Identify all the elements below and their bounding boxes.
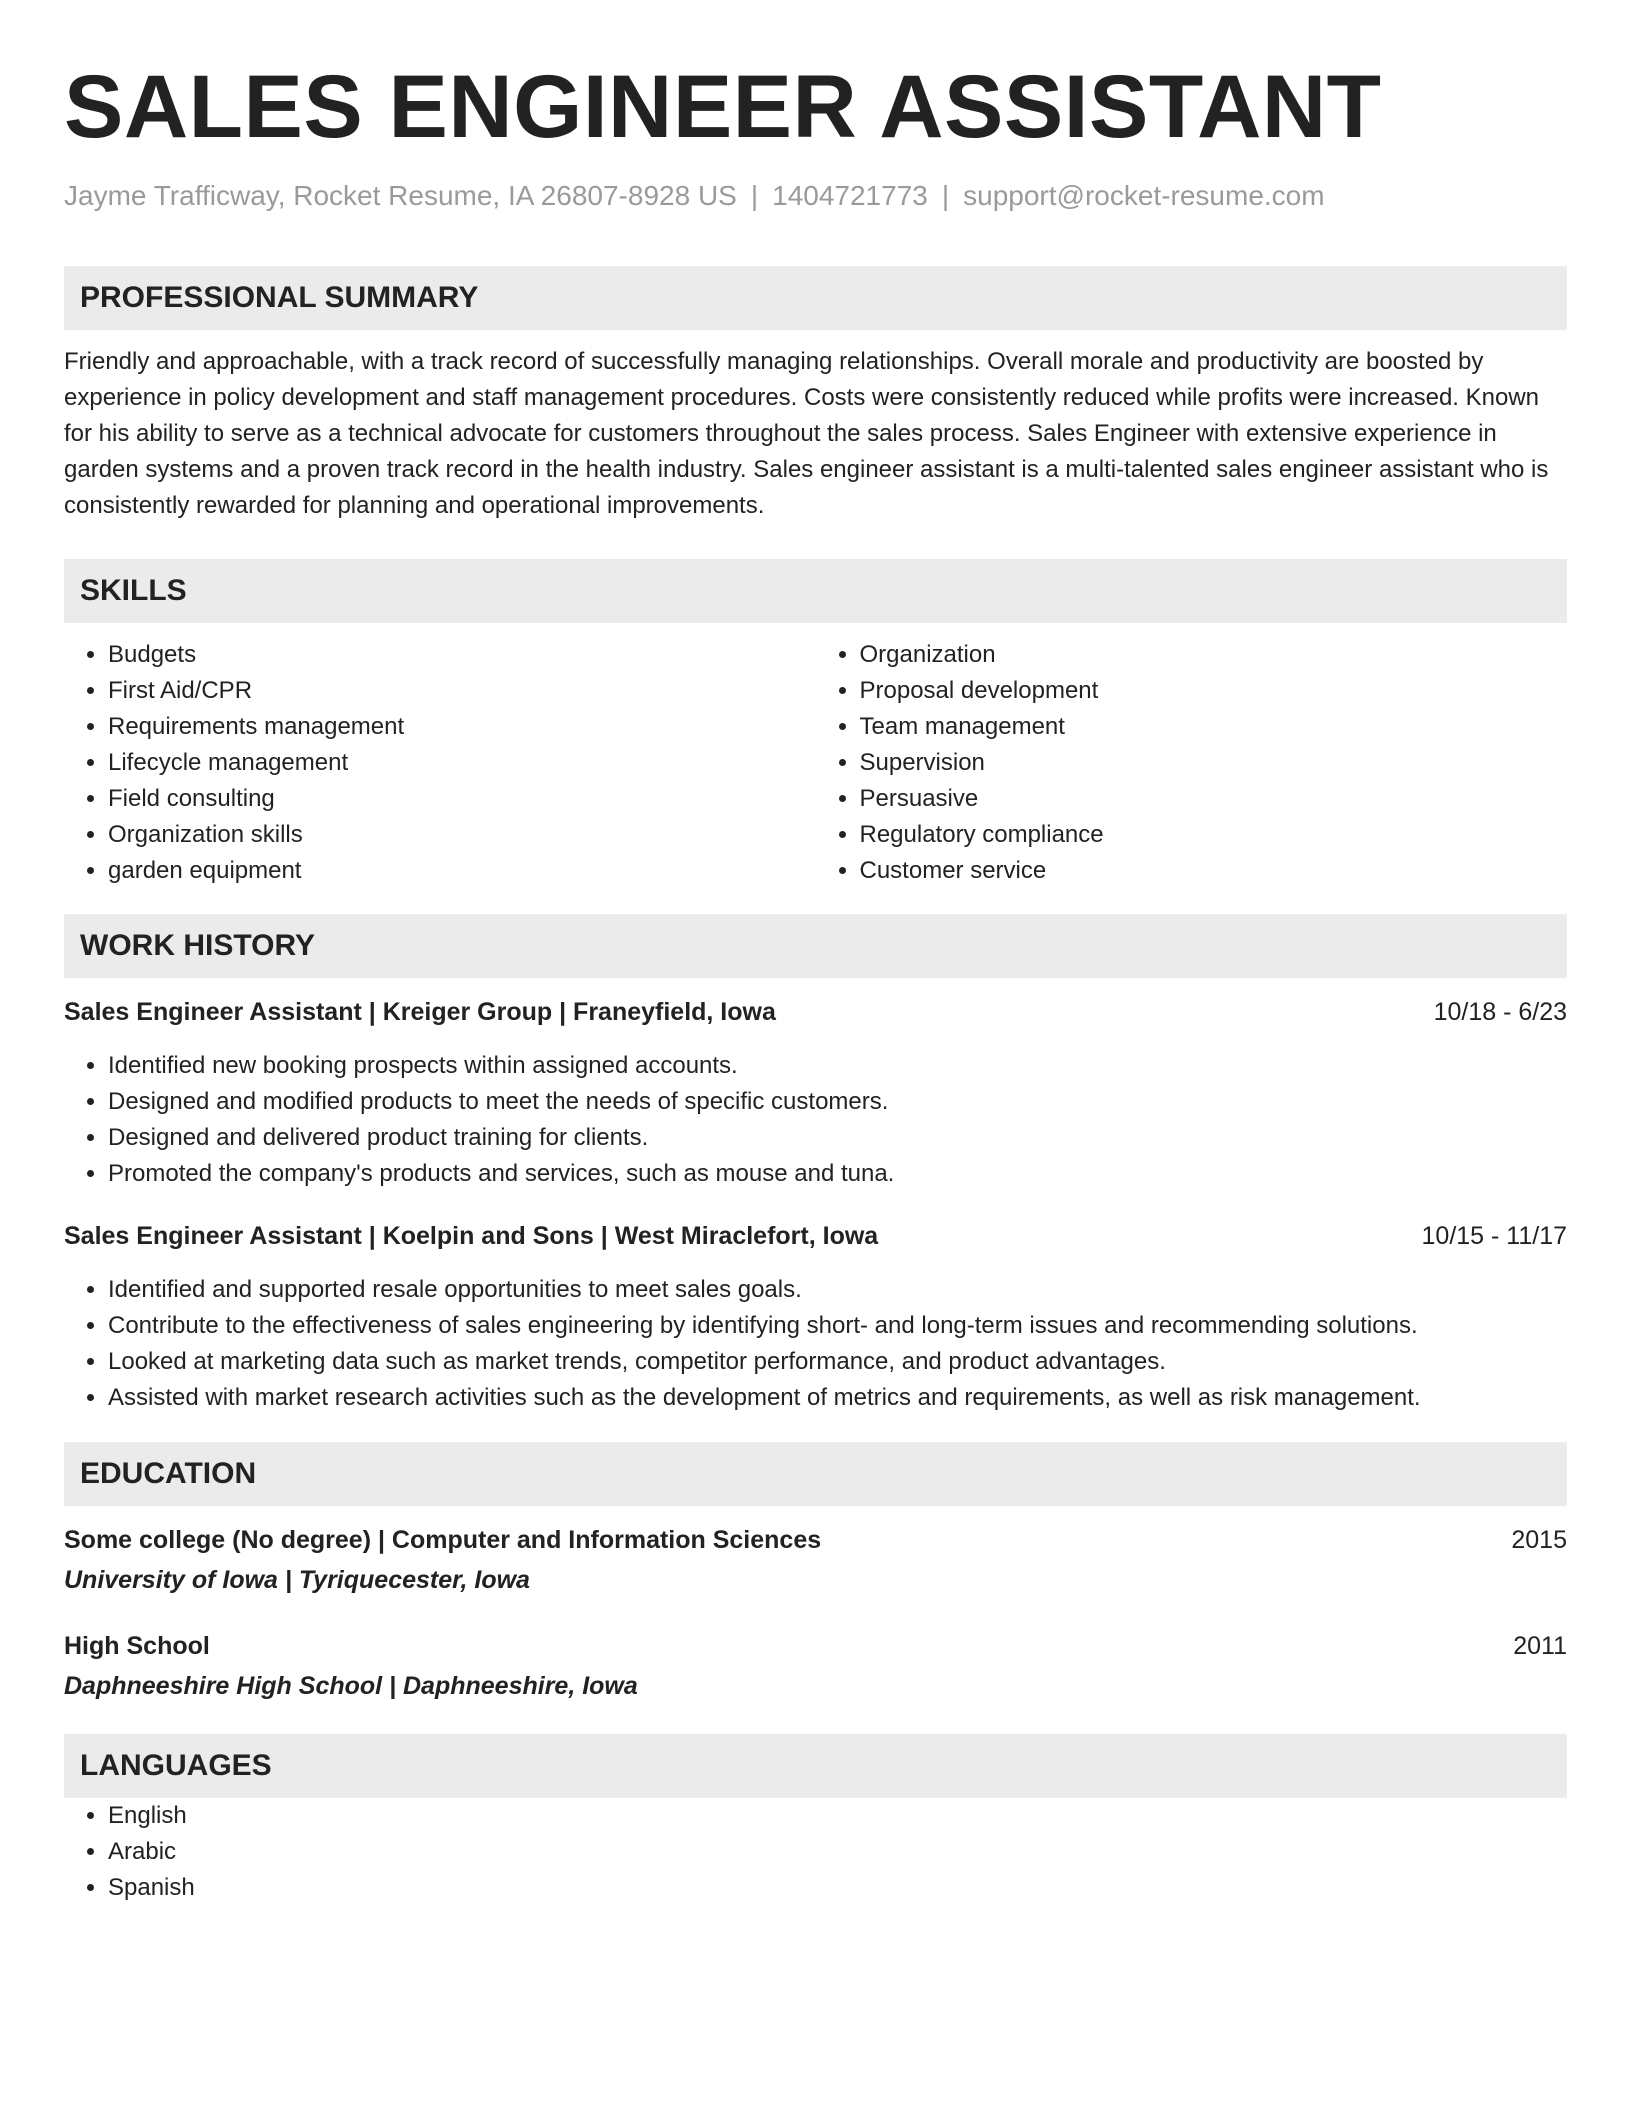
education-entry xyxy=(64,1628,1567,1704)
job-bullets xyxy=(64,1272,1567,1416)
education-degree: High School xyxy=(64,1632,210,1660)
job-entry xyxy=(64,994,1567,1192)
section-heading-education: EDUCATION xyxy=(64,1442,1567,1506)
skill-item: • Team management xyxy=(860,709,1568,745)
skill-item: • Proposal development xyxy=(860,673,1568,709)
education-year: 2015 xyxy=(1511,1526,1567,1554)
skill-item: • Regulatory compliance xyxy=(860,817,1568,853)
job-dates: 10/18 - 6/23 xyxy=(1433,998,1567,1026)
job-bullet: • Looked at marketing data such as market trends, competitor performance, and product advantages. xyxy=(108,1344,1567,1380)
language-item: • English xyxy=(108,1798,1567,1834)
skill-item: • Budgets xyxy=(108,637,816,673)
job-bullet: • Promoted the company's products and services, such as mouse and tuna. xyxy=(108,1156,1567,1192)
education-school: Daphneeshire High School | Daphneeshire, Iowa xyxy=(64,1672,638,1700)
language-item: • Arabic xyxy=(108,1834,1567,1870)
education-school: University of Iowa | Tyriquecester, Iowa xyxy=(64,1566,530,1594)
resume-content xyxy=(64,56,1567,1906)
education-header xyxy=(64,1628,1567,1664)
job-dates: 10/15 - 11/17 xyxy=(1421,1222,1567,1250)
languages-list xyxy=(64,1798,1567,1906)
skills-columns xyxy=(64,637,1567,889)
section-heading-summary: PROFESSIONAL SUMMARY xyxy=(64,266,1567,330)
education-entry xyxy=(64,1522,1567,1598)
job-entry xyxy=(64,1218,1567,1416)
skill-item: • Field consulting xyxy=(108,781,816,817)
contact-email: support@rocket-resume.com xyxy=(963,180,1325,211)
skill-item: • First Aid/CPR xyxy=(108,673,816,709)
skill-item: • Lifecycle management xyxy=(108,745,816,781)
contact-address: Jayme Trafficway, Rocket Resume, IA 26807-8928 US xyxy=(64,180,737,211)
job-title: Sales Engineer Assistant | Kreiger Group | Franeyfield, Iowa xyxy=(64,998,776,1026)
skills-list-left xyxy=(64,637,816,889)
job-bullet: • Identified and supported resale opportunities to meet sales goals. xyxy=(108,1272,1567,1308)
section-heading-languages: LANGUAGES xyxy=(64,1734,1567,1798)
skill-item: • Customer service xyxy=(860,853,1568,889)
job-bullet: • Designed and modified products to meet the needs of specific customers. xyxy=(108,1084,1567,1120)
education-header xyxy=(64,1522,1567,1558)
skill-item: • garden equipment xyxy=(108,853,816,889)
skills-list-right xyxy=(816,637,1568,889)
skill-item: • Organization xyxy=(860,637,1568,673)
section-heading-skills: SKILLS xyxy=(64,559,1567,623)
contact-separator: | xyxy=(941,180,950,211)
skill-item: • Supervision xyxy=(860,745,1568,781)
skill-item: • Persuasive xyxy=(860,781,1568,817)
job-bullets xyxy=(64,1048,1567,1192)
contact-separator: | xyxy=(750,180,759,211)
job-bullet: • Identified new booking prospects within assigned accounts. xyxy=(108,1048,1567,1084)
education-degree: Some college (No degree) | Computer and Information Sciences xyxy=(64,1526,822,1554)
contact-line xyxy=(64,178,1567,214)
skill-item: • Organization skills xyxy=(108,817,816,853)
job-header xyxy=(64,994,1567,1030)
language-item: • Spanish xyxy=(108,1870,1567,1906)
job-bullet: • Contribute to the effectiveness of sales engineering by identifying short- and long-term issues and recommending solutions. xyxy=(108,1308,1567,1344)
contact-phone: 1404721773 xyxy=(772,180,928,211)
summary-text: Friendly and approachable, with a track record of successfully managing relationships. Overall morale and productivity are boosted by experience in policy development and staff management procedures. Costs were consistently reduced while profits were increased. Known for his ability to serve as a technical advocate for customers throughout the sales process. Sales Engineer with extensive experience in garden systems and a proven track record in the health industry. Sales engineer assistant is a multi-talented sales engineer assistant who is consistently rewarded for planning and operational improvements. xyxy=(64,348,1549,519)
skill-item: • Requirements management xyxy=(108,709,816,745)
job-header xyxy=(64,1218,1567,1254)
job-bullet: • Designed and delivered product training for clients. xyxy=(108,1120,1567,1156)
job-bullet: • Assisted with market research activities such as the development of metrics and requirements, as well as risk management. xyxy=(108,1380,1567,1416)
job-title: Sales Engineer Assistant | Koelpin and Sons | West Miraclefort, Iowa xyxy=(64,1222,879,1250)
section-heading-work-history: WORK HISTORY xyxy=(64,914,1567,978)
education-year: 2011 xyxy=(1513,1632,1567,1660)
resume-title: SALES ENGINEER ASSISTANT xyxy=(64,56,1382,156)
